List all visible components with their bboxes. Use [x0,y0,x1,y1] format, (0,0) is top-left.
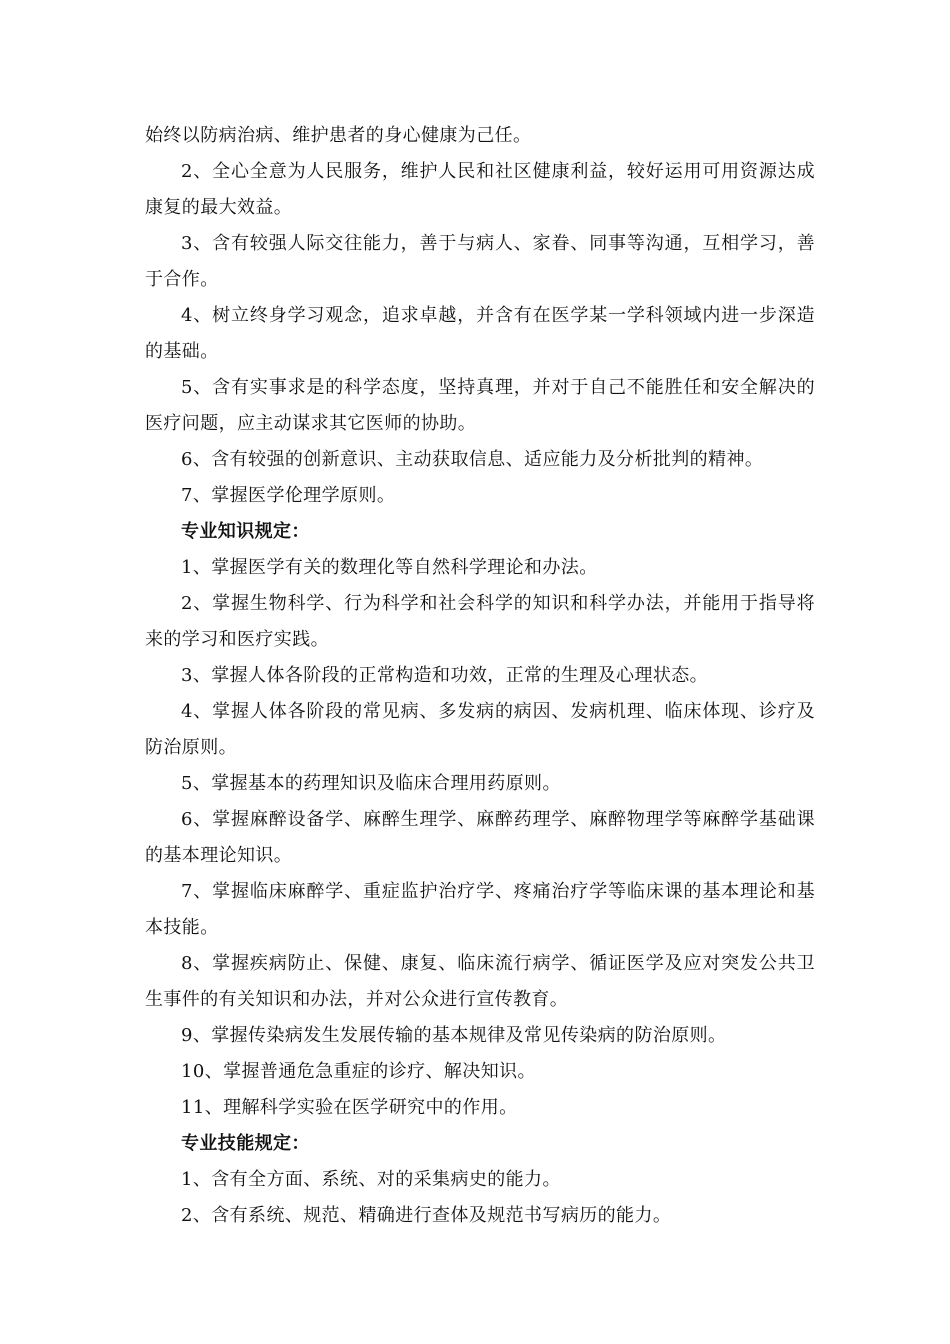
paragraph: 9、掌握传染病发生发展传输的基本规律及常见传染病的防治原则。 [181,1025,727,1046]
paragraph: 2、含有系统、规范、精确进行查体及规范书写病历的能力。 [181,1205,672,1226]
paragraph: 3、含有较强人际交往能力，善于与病人、家眷、同事等沟通，互相学习，善于合作。 [145,233,815,290]
paragraph: 5、含有实事求是的科学态度，坚持真理，并对于自己不能胜任和安全解决的医疗问题，应主动谋求其它医师的协助。 [145,377,815,434]
paragraph: 6、含有较强的创新意识、主动获取信息、适应能力及分析批判的精神。 [181,449,764,470]
paragraph: 1、掌握医学有关的数理化等自然科学理论和办法。 [181,557,598,578]
paragraph: 6、掌握麻醉设备学、麻醉生理学、麻醉药理学、麻醉物理学等麻醉学基础课的基本理论知识。 [145,809,815,866]
paragraph: 4、掌握人体各阶段的常见病、多发病的病因、发病机理、临床体现、诊疗及防治原则。 [145,701,815,758]
paragraph: 5、掌握基本的药理知识及临床合理用药原则。 [181,773,561,794]
document-body [145,118,815,1234]
paragraph: 2、掌握生物科学、行为科学和社会科学的知识和科学办法，并能用于指导将来的学习和医疗实践。 [145,593,815,650]
section-heading: 专业知识规定： [181,521,310,542]
paragraph: 10、掌握普通危急重症的诊疗、解决知识。 [181,1061,536,1082]
paragraph: 8、掌握疾病防止、保健、康复、临床流行病学、循证医学及应对突发公共卫生事件的有关知识和办法，并对公众进行宣传教育。 [145,953,815,1010]
paragraph: 3、掌握人体各阶段的正常构造和功效，正常的生理及心理状态。 [181,665,709,686]
paragraph: 7、掌握医学伦理学原则。 [181,485,396,506]
paragraph: 2、全心全意为人民服务，维护人民和社区健康利益，较好运用可用资源达成康复的最大效益。 [145,161,815,218]
section-heading: 专业技能规定： [181,1133,310,1154]
paragraph: 1、含有全方面、系统、对的采集病史的能力。 [181,1169,561,1190]
paragraph: 4、树立终身学习观念，追求卓越，并含有在医学某一学科领域内进一步深造的基础。 [145,305,815,362]
paragraph: 始终以防病治病、维护患者的身心健康为己任。 [145,125,532,146]
paragraph: 11、理解科学实验在医学研究中的作用。 [181,1097,518,1118]
paragraph: 7、掌握临床麻醉学、重症监护治疗学、疼痛治疗学等临床课的基本理论和基本技能。 [145,881,815,938]
